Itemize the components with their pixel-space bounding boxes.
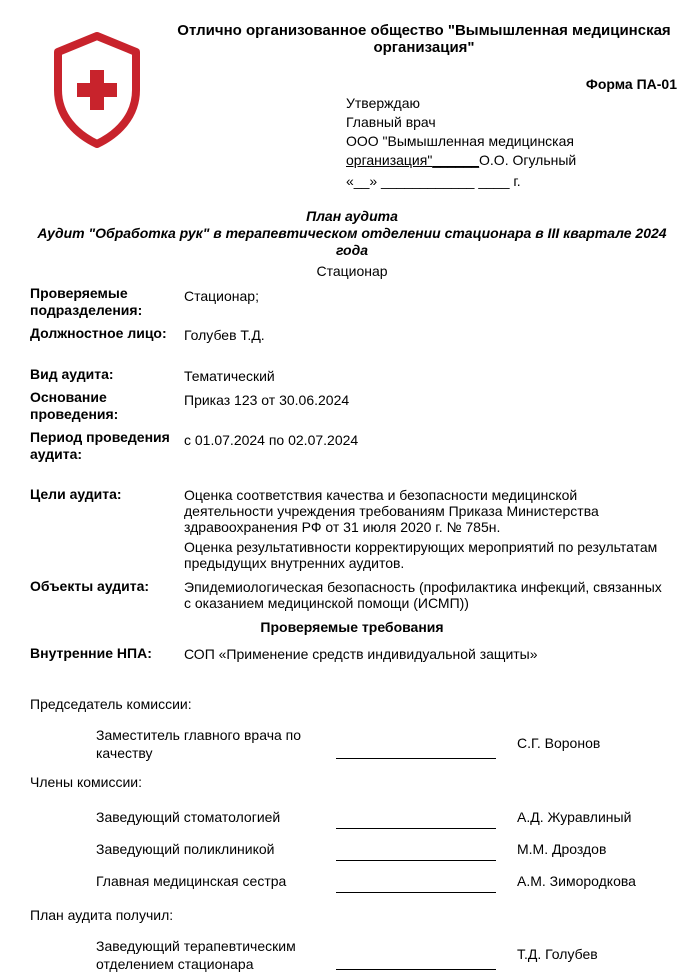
- signature-line: [336, 892, 496, 893]
- chief-doctor-name: О.О. Огульный: [479, 152, 577, 168]
- field-label: Вид аудита:: [30, 366, 114, 382]
- receiver-position: Заведующий терапевтическим отделением стационара: [96, 938, 296, 972]
- requirements-title: Проверяемые требования: [260, 619, 444, 635]
- field-value: Оценка соответствия качества и безопасности медицинской деятельности учреждения требованиям Приказа Министерства здравоохранения РФ от 31 июля 2020 г. № 785н.: [184, 487, 599, 535]
- field-value: Приказ 123 от 30.06.2024: [184, 392, 350, 408]
- plan-unit: Стационар: [316, 263, 388, 279]
- approval-line: Главный врач: [346, 114, 436, 130]
- member-position: Заведующий поликлиникой: [96, 841, 275, 857]
- field-label: Период проведения аудита:: [30, 429, 170, 462]
- field-value: Тематический: [184, 368, 275, 384]
- approval-block: [346, 94, 636, 191]
- field-label: Основание проведения:: [30, 389, 119, 422]
- signature-line: [336, 828, 496, 829]
- plan-subtitle: Аудит "Обработка рук" в терапевтическом отделении стационара в III квартале 2024 года: [37, 225, 667, 258]
- approval-line: ООО "Вымышленная медицинская: [346, 133, 574, 149]
- signature-blank: ______: [432, 152, 480, 168]
- chair-position: Заместитель главного врача по качеству: [96, 727, 302, 761]
- field-value: Эпидемиологическая безопасность (профилактика инфекций, связанных с оказанием медицинской помощи (ИСМП)): [184, 579, 662, 611]
- form-number: Форма ПА-01: [585, 76, 677, 92]
- signature-line: [336, 758, 496, 759]
- members-label: Члены комиссии:: [30, 774, 143, 790]
- approval-org: организация": [346, 152, 433, 168]
- field-label: Объекты аудита:: [30, 578, 150, 594]
- field-label: Должностное лицо:: [30, 325, 167, 341]
- approval-date: «__» ____________ ____ г.: [346, 173, 521, 189]
- chair-name: С.Г. Воронов: [517, 735, 601, 751]
- approval-signature-line: [346, 151, 636, 170]
- member-name: А.Д. Журавлиный: [517, 809, 632, 825]
- field-value: Голубев Т.Д.: [184, 327, 265, 343]
- signature-line: [336, 860, 496, 861]
- receiver-name: Т.Д. Голубев: [517, 946, 598, 962]
- member-position: Заведующий стоматологией: [96, 809, 281, 825]
- field-label: Проверяемые подразделения:: [30, 285, 143, 318]
- organization-title: Отлично организованное общество "Вымышленная медицинская организация": [177, 22, 671, 56]
- member-name: А.М. Зимородкова: [517, 873, 636, 889]
- cross-icon-horizontal: [77, 83, 117, 97]
- requirements-value: СОП «Применение средств индивидуальной защиты»: [184, 646, 538, 662]
- organization-logo: [52, 32, 142, 148]
- approval-line: Утверждаю: [346, 95, 420, 111]
- field-label: Цели аудита:: [30, 486, 122, 502]
- field-value: с 01.07.2024 по 02.07.2024: [184, 432, 359, 448]
- member-name: М.М. Дроздов: [517, 841, 607, 857]
- member-position: Главная медицинская сестра: [96, 873, 287, 889]
- plan-title: План аудита: [306, 208, 398, 224]
- plan-heading: [22, 208, 682, 259]
- signature-line: [336, 969, 496, 970]
- received-label: План аудита получил:: [30, 907, 174, 923]
- requirements-label: Внутренние НПА:: [30, 645, 152, 661]
- chair-label: Председатель комиссии:: [30, 696, 192, 712]
- field-value: Стационар;: [184, 288, 259, 304]
- field-value: Оценка результативности корректирующих мероприятий по результатам предыдущих внутренних аудитов.: [184, 539, 658, 571]
